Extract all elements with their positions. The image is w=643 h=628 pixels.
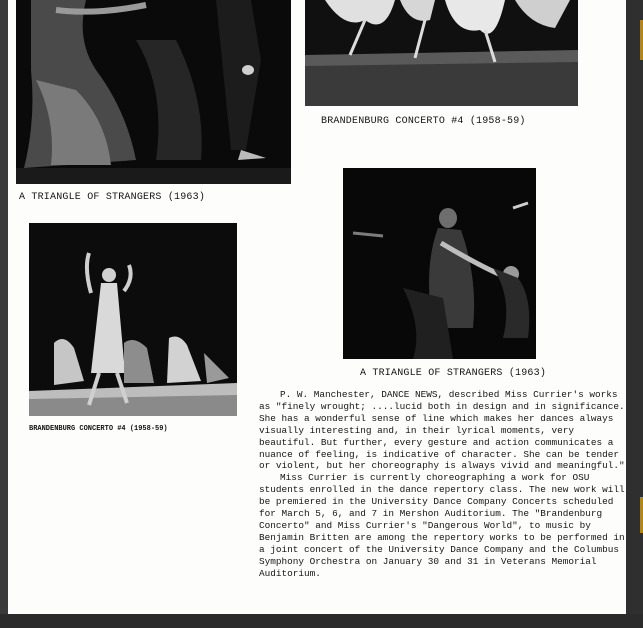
document-page: [8, 0, 626, 614]
viewer-bottom-edge: [0, 614, 643, 628]
photo-brandenburg-concerto-bottom: [29, 223, 237, 416]
caption-photo-brandenburg-top: BRANDENBURG CONCERTO #4 (1958-59): [321, 116, 526, 127]
viewer-right-edge: [626, 0, 643, 628]
article-text: [259, 389, 626, 580]
caption-photo-triangle-top: A TRIANGLE OF STRANGERS (1963): [19, 192, 206, 203]
article-paragraph-2: Miss Currier is currently choreographing a work for OSU students enrolled in the dance repertory class. The new work will be premiered in the University Dance Company Concerts scheduled for March 5, 6, and 7 in Mershon Auditorium. The "Brandenburg Concerto" and Miss Currier's "Dangerous World", to music by Benjamin Britten are among the repertory works to be performed in a joint concert of the University Dance Company and the Columbus Symphony Orchestra on January 30 and 31 in Veterans Memorial Auditorium.: [259, 472, 625, 579]
photo-brandenburg-concerto-top: [305, 0, 578, 106]
caption-photo-triangle-bottom: A TRIANGLE OF STRANGERS (1963): [360, 368, 547, 379]
caption-photo-brandenburg-bottom: BRANDENBURG CONCERTO #4 (1958-59): [29, 425, 168, 433]
photo-triangle-of-strangers-bottom: [343, 168, 536, 359]
article-paragraph-1: P. W. Manchester, DANCE NEWS, described Miss Currier's works as "finely wrought; ....lucid both in design and in significance. She has a wonderful sense of line which makes her dances always visually interesting and, in their lyrical moments, very beautiful. But further, every gesture and action communicates a nuance of feeling, is indicative of character. She can be tender or violent, but her choreography is always vivid and meaningful.": [259, 389, 625, 472]
photo-triangle-of-strangers-top: [16, 0, 291, 184]
